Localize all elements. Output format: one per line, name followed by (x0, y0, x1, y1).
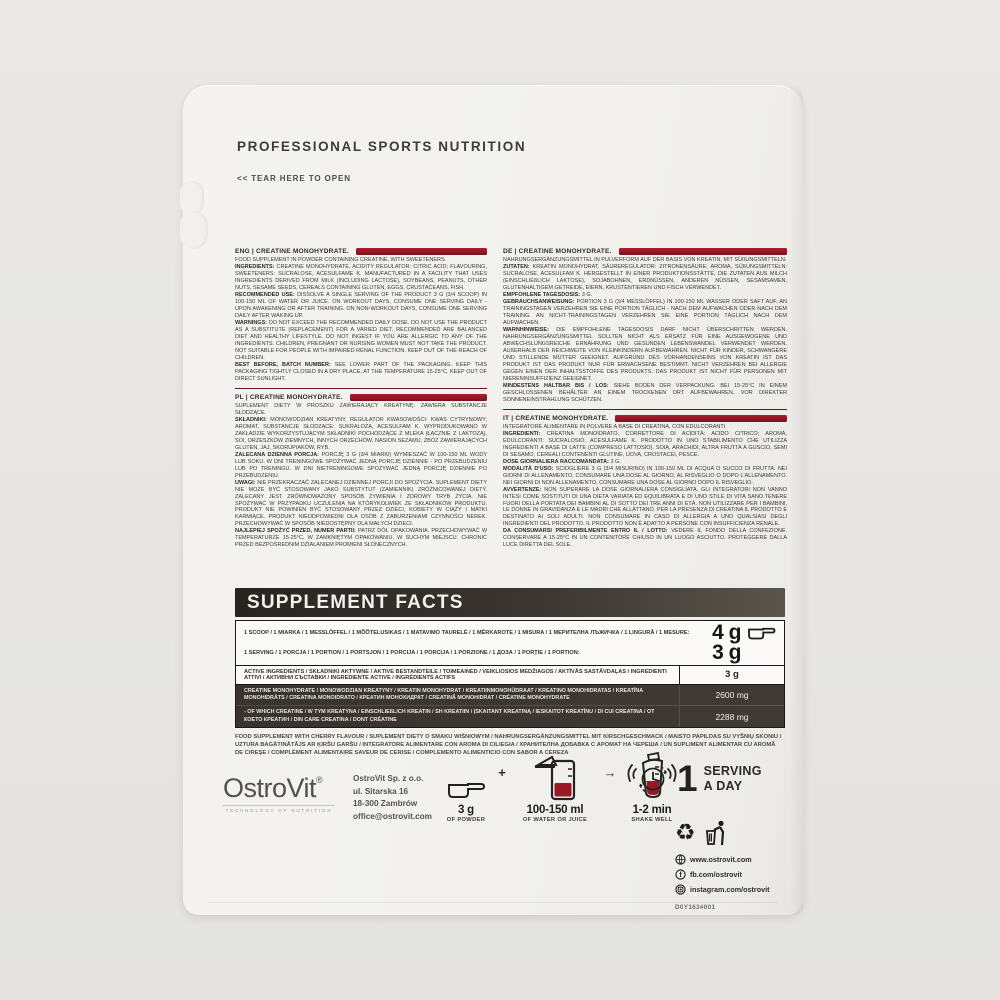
lang-title-it (503, 415, 787, 422)
paragraph: SUPLEMENT DIETY W PROSZKU ZAWIERAJĄCY KREATYNĘ. ZAWIERA SUBSTANCJE SŁODZĄCE. (235, 402, 487, 416)
red-bar (350, 394, 487, 401)
lang-title-de (503, 248, 787, 255)
tear-here-label: << TEAR HERE TO OPEN (237, 174, 351, 183)
scoop-icon (746, 624, 776, 641)
of-which-row-label: - OF WHICH CREATINE / W TYM KREATYNA / EINSCHLIEßLICH KREATIN / SH KREATIIN / ĮSKAITANT KREATINĄ / IESKAITOT KREATĪNU / DI CUI CREATINA / ОТ КОЕТО КРЕАТИН / DIN CARE CREATINA / DONT CRÉATINE (244, 709, 655, 723)
lang-block-it (503, 415, 787, 550)
tear-notch-lower (180, 211, 208, 249)
paragraph: WARNINGS: DO NOT EXCEED THE RECOMMENDED DAILY DOSE. DO NOT USE THE PRODUCT AS A SUBSTITUTE (REPLACEMENT) FOR A VARIED DIET. RECOMMENDED ARE BALANCED DIET AND HEALTHY LIFESTYLE. DO NOT INGEST IF YOU ARE ALLERGIC TO ANY OF THE INGREDIENTS. CHILDREN, PREGNANT OR NURSING WOMEN MUST NOT TAKE THE PRODUCT. NOT SUITABLE FOR PEOPLE WITH IMPAIRED RENAL FUNCTION. KEEP OUT OF THE REACH OF CHILDREN. (235, 319, 488, 361)
of-which-row-value: 2288 mg (679, 706, 784, 727)
pouch (183, 85, 803, 915)
address-line: office@ostrovit.com (353, 812, 432, 822)
paragraph: RECOMMENDED USE: DISSOLVE A SINGLE SERVING OF THE PRODUCT 3 G (3/4 SCOOP) IN 100-150 ML OF WATER OR JUICE. ON WORKOUT DAYS, CONSUME ONE SERVING DAILY - UPON AWAKENING OR AFTER TRAINING. ON NON-WORKOUT DAYS, CONSUME ONE SERVING DAILY AFTER WAKING UP. (235, 291, 487, 319)
serving-row-label: 1 SERVING / 1 PORCJA / 1 PORTION / 1 PORTSJON / 1 PORCIJA / 1 PORCIJA / 1 PORZIONE / 1 ДОЗА / 1 PORȚIE / 1 PORTION: (244, 649, 580, 656)
lang-block-eng (235, 248, 487, 383)
address-line: ul. Sitarska 16 (353, 786, 409, 796)
lang-title-text: ENG | CREATINE MONOHYDRATE. (235, 248, 349, 255)
glass-icon (511, 753, 599, 801)
company-address (353, 773, 432, 824)
paragraph: FOOD SUPPLEMENT IN POWDER CONTAINING CREATINE, WITH SWEETENERS. (235, 257, 447, 263)
brand-line: PROFESSIONAL SPORTS NUTRITION (237, 139, 527, 154)
scoop-serving-rows (236, 621, 784, 666)
paragraph: DA CONSUMARSI PREFERIBILMENTE ENTRO IL / LOTTO: VEDERE IL FONDO DELLA CONFEZIONE. CONSERVARE A 15-25°C IN UN CONTENITORE CHIUSO IN UN LUOGO ASCIUTTO. PROTEGGERE DALLA LUCE DIRETTA DEL SOLE. (503, 528, 787, 549)
address-line: OstroVit Sp. z o.o. (353, 774, 424, 783)
paragraph: ZALECANA DZIENNA PORCJA: PORCJĘ 3 G (3/4 MIARKI) WYMIESZAĆ W 100-150 ML WODY LUB SOKU. W DNI TRENINGOWE SPOŻYWAĆ JEDNĄ PORCJĘ DZIENNIE - PO PRZEBUDZENIU LUB PO TRENINGU. W DNI NIETRENINGOWE SPOŻYWAĆ JEDNĄ PORCJĘ DZIENNIE PO PRZEBUDZENIU. (235, 451, 488, 479)
serving-a-day (635, 758, 762, 800)
serving-count: 1 (677, 758, 698, 800)
serving-row-value: 3 g (712, 640, 741, 664)
address-line: 18-300 Zambrów (353, 799, 418, 809)
paragraph: WARNHINWEISE: DIE EMPFOHLENE TAGESDOSIS DARF NICHT ÜBERSCHRITTEN WERDEN. NAHRUNGSERGÄNZUNGSMITTEL SOLLTEN NICHT ALS ERSATZ FÜR EINE AUSGEWOGENE UND ABWECHSLUNGSREICHE ERNÄHRUNG UND GESUNDEN LEBENSWANDEL VERWENDET WERDEN. AUßERHALB DER REICHWEITE VON KLEINKINDERN AUFBEWAHREN. NICHT FÜR KINDER, SCHWANGERE UND STILLENDE MÜTTER GEEIGNET. AUFGRUND DES VORHANDENSEINS VON KREATIN IST DAS PRODUKT IST DAS PRODUKT NUR FÜR ERWACHSENE BESTIMMT. NICHT VERZEHREN BEI ALLERGIE GEGEN EINEN DER INHALTSSTOFFE DES PRODUKTS. DAS PRODUKT IST NICHT FÜR PERSONEN MIT NIERENINSUFFIZIENZ GEEIGNET. (503, 326, 787, 382)
paragraph: GEBRAUCHSANWEISUNG: PORTION 3 G (3/4 MESSLÖFFEL) IN 100-150 ML WASSER ODER SAFT AUF. AN TRAININGSTAGEN VERZEHREN SIE EINE PORTION TÄGLICH - NACH DEM AUFWACHEN ODER NACH DEM TRAINING. AN NICHT-TRAININGSTAGEN VERZEHREN SIE EINE PORTION TÄGLICH NACH DEM AUFWACHEN. (503, 298, 787, 326)
language-columns (235, 248, 787, 586)
paragraph: MODALITÀ D'USO: SCIOGLIERE 3 G (3/4 MISURINO) IN 100-150 ML DI ACQUA O SUCCO DI FRUTTA. NEI GIORNI DI ALLENAMENTO, CONSUMARE UNA DOSE AL GIORNO, AL RISVEGLIO O DOPO L'ALLENAMENTO. NEI GIORNI DI NON ALLENAMENTO, CONSUMARE UNA DOSE AL GIORNO DOPO IL RISVEGLIO. (503, 465, 787, 486)
tear-notch (180, 181, 204, 215)
paragraph: NAJLEPIEJ SPOŻYĆ PRZED, NUMER PARTII: PATRZ DÓŁ OPAKOWANIA. PRZECHOWYWAĆ W TEMPERATURZE 15-25°C, W ZAMKNIĘTYM OPAKOWANIU, W SUCHYM MIEJSCU. CHRONIĆ PRZED BEZPOŚREDNIM DZIAŁANIEM PROMIENI SŁONECZNYCH. (235, 528, 488, 549)
facebook-icon (675, 869, 686, 880)
lang-block-pl (235, 394, 487, 550)
instagram-icon (675, 884, 686, 895)
block-divider (235, 388, 487, 389)
supplement-facts-header (235, 588, 785, 617)
creatine-row-value: 2600 mg (679, 685, 784, 706)
batch-code: D0Y163#001 (675, 904, 716, 911)
red-bar (615, 415, 787, 422)
scoop-row-label: 1 SCOOP / 1 MIARKA / 1 MESSLÖFFEL / 1 MÕÕTELUSIKAS / 1 MATAVIMO TAURELĖ / 1 MĒRKAROTE / 1 MISURA / 1 МЕРИТЕЛНА ЛЪЖИЧКА / 1 LINGURĂ / 1 MESURE: (244, 629, 690, 636)
scoop-row-value: 4 g (712, 621, 741, 644)
litter-disposal-icon (705, 820, 729, 846)
step-caption-shake: 1-2 min SHAKE WELL (631, 804, 673, 823)
instagram-link (675, 884, 805, 895)
of-which-creatine-row (236, 705, 784, 727)
website-icon (675, 854, 686, 865)
paragraph: AVVERTENZE: NON SUPERARE LA DOSE GIORNALIERA CONSIGLIATA. GLI INTEGRATORI NON VANNO INTESI COME SOSTITUTI DI UNA DIETA VARIATA ED EQUILIBRATA E DI UNO STILE DI VITA SANO.TENERE FUORI DELLA PORTATA DEI BAMBINI AL DI SOTTO DEI TRE ANNI DI ETÀ. NON UTILIZZARE PER I BAMBINI, LE DONNE IN GRAVIDANZA E LE MADRI CHE ALLATTANO. PER LA PRESENZA DI CREATINA IL PRODOTTO È DESTINATO AI SOLI ADULTI. NON CONSUMARE IN CASO DI ALLERGIA A UNO QUALSIASI DEGLI INGREDIENTI DEL PRODOTTO. IL PRODOTTO NON È ADATTO A PERSONE CON INSUFFICIENZA RENALE. (503, 486, 787, 528)
step-caption-water: 100-150 ml OF WATER OR JUICE (522, 804, 588, 823)
svg-text:f: f (679, 872, 682, 880)
lang-title-pl (235, 394, 487, 401)
block-divider (503, 409, 787, 410)
supplement-facts-title: SUPPLEMENT FACTS (247, 591, 464, 613)
serving-row (244, 640, 776, 664)
paragraph: INGREDIENTI: CREATINA MONOIDRATO, CORRETTORE DI ACIDITÀ: ACIDO CITRICO; AROMA, EDULCORANTI: SUCRALOSIO, ACESULFAME K. PRODOTTO IN UNO STABILIMENTO CHE UTILIZZA INGREDIENTI A BASE DI LATTE (COMPRESO LATTOSIO), SOIA, ARACHIDI, ALTRA FRUTTA A GUSCIO, SEMI DI SESAMO, CEREALI CONTENENTI GLUTINE, UOVA, CROSTACEI, PESCE. (503, 430, 787, 458)
arrow-separator: → (603, 764, 617, 780)
facebook-link (675, 869, 805, 880)
paragraph: NAHRUNGSERGÄNZUNGSMITTEL IN PULVERFORM AUF DER BASIS VON KREATIN, MIT SÜßUNGSMITTELN. (503, 257, 787, 263)
paragraph: DOSE GIORNALIERA RACCOMANDATA: 3 G. (503, 458, 621, 465)
paragraph: INGREDIENTS: CREATINE MONOHYDRATE, ACIDITY REGULATOR: CITRIC ACID; FLAVOURING, SWEETENERS: SUCRALOSE, ACESULFAME K. MANUFACTURED IN A FACILITY THAT USES INGREDIENTS DERIVED FROM MILK (INCLUDING LACTOSE), SOYBEANS, PEANUTS, OTHER NUTS, SESAME SEEDS, CEREALS CONTAINING GLUTEN, EGGS, CRUSTACEANS, FISH. (235, 263, 487, 291)
clock-icon (635, 761, 671, 797)
supplement-facts (235, 588, 785, 757)
paragraph: INTEGRATORE ALIMENTARE IN POLVERE A BASE DI CREATINA, CON EDULCORANTI. (503, 423, 727, 430)
step-caption-powder: 3 g OF POWDER (446, 804, 486, 823)
lang-title-text: PL | CREATINE MONOHYDRATE. (235, 393, 343, 401)
flavour-footnote: FOOD SUPPLEMENT WITH CHERRY FLAVOUR / SUPLEMENT DIETY O SMAKU WIŚNIOWYM / NAHRUNGSERGÄNZUNGSMITTEL MIT KIRSCHGESCHMACK / MAISTO PAPILDAS SU VYŠNIŲ SKONIU / UZTURA BAGĀTINĀTĀJS AR ĶIRŠU GARŠU / INTEGRATORE ALIMENTARE CON AROMA DI CILIEGIA / ХРАНИТЕЛНА ДОБАВКА С АРОМАТ НА ЧЕРЕША / UN SUPLIMENT ALIMENTAR CU AROMĂ DE CIREŞE / COMPLÉMENT ALIMENTAIRE SAVEUR DE CERISE / COMPLEMENTO ALIMENTICIO CON SABOR A CEREZA (235, 734, 782, 757)
creatine-row (236, 685, 784, 706)
ostrovit-logo (223, 775, 343, 813)
serving-label-line: SERVING (703, 764, 762, 779)
scoop-row (244, 623, 776, 643)
paragraph: ZUTATEN: KREATIN MONOHYDRAT, SÄUREREGULATOR: ZITRONENSÄURE; AROMA, SÜßUNGSMITTELN: SUCRALOSE, ACESULFAM K. HERGESTELLT IN EINER PRODUKTIONSSTÄTTE, DIE ZUTATEN AUS MILCH (EINSCHLIEßLICH LAKTOSE), SOJABOHNEN, ERDNÜSSEN, ANDEREN NÜSSEN, SESAMSAMEN, GLUTENHALTIGEM GETREIDE, EIERN, KRUSTENTIEREN UND FISCH VERWENDET. (503, 263, 787, 291)
red-bar (356, 248, 487, 255)
active-ingredients-row (236, 666, 784, 685)
lang-title-text: IT | CREATINE MONOHYDRATE. (503, 414, 609, 422)
serving-label-line: A DAY (703, 778, 743, 793)
logo-wordmark: OstroVit (223, 773, 317, 803)
website-link (675, 854, 805, 865)
paragraph: MINDESTENS HALTBAR BIS / LOS: SIEHE BODEN DER VERPACKUNG. BEI 15-25°C IN EINEM GESCHLOSSENEN BEHÄLTER AN EINEM TROCKENEN ORT AUFBEWAHREN. VOR DIREKTER SONNENEINSTRAHLUNG SCHÜTZEN. (503, 382, 787, 403)
footer-icons-links (675, 820, 805, 911)
creatine-rows (236, 685, 784, 727)
paragraph: EMPFOHLENE TAGESDOSIS: 3 G. (503, 291, 593, 298)
paragraph: BEST BEFORE, BATCH NUMBER: SEE LOWER PART OF THE PACKAGING. KEEP THIS PACKAGING TIGHTLY CLOSED IN A DRY PLACE, AT THE TEMPERATURE 15-25°C. KEEP OUT OF DIRECT SUNLIGHT. (235, 361, 487, 382)
logo-tagline: TECHNOLOGY OF NUTRITION (223, 805, 335, 813)
lang-title-eng (235, 248, 487, 255)
website-url: www.ostrovit.com (690, 855, 752, 864)
plus-separator: + (498, 764, 506, 780)
red-bar (619, 248, 787, 255)
paragraph: SKŁADNIKI: MONOWODZIAN KREATYNY, REGULATOR KWASOWOŚCI: KWAS CYTRYNOWY; AROMAT, SUBSTANCJE SŁODZĄCE: SUKRALOZA, ACESULFAM K. WYPRODUKOWANO W ZAKŁADZIE WYKORZYSTUJĄCYM SKŁADNIKI POCHODZĄCE Z MLEKA (ŁĄCZNIE Z LAKTOZĄ), SOI, ORZESZKÓW ZIEMNYCH, INNYCH ORZECHÓW, NASION SEZAMU, ZBÓŻ ZAWIERAJĄCYCH GLUTEN, JAJ, SKORUPIAKÓW, RYB. (235, 416, 488, 451)
facebook-url: fb.com/ostrovit (690, 870, 742, 879)
active-row-value: 3 g (679, 666, 784, 684)
registered-mark: ® (316, 775, 323, 785)
lang-block-de (503, 248, 787, 404)
paragraph: UWAGI: NIE PRZEKRACZAĆ ZALECANEJ DZIENNEJ PORCJI DO SPOŻYCIA. SUPLEMENT DIETY NIE MOŻE BYĆ STOSOWANY JAKO SUBSTYTUT (ZAMIENNIK) ZRÓŻNICOWANEJ DIETY. ZALECANY JEST ZRÓWNOWAŻONY SPOSÓB ŻYWIENIA I ZDROWY TRYB ŻYCIA. NIE SPOŻYWAĆ W PRZYPADKU UCZULENIA NA KTÓRYKOLWIEK ZE SKŁADNIKÓW PRODUKTU. PRODUKT NIE POWINIEN BYĆ STOSOWANY PRZEZ DZIECI, KOBIETY W CIĄŻY I MATKI KARMIĄCE. PRODUKT NIEODPOWIEDNI DLA OSÓB Z ZABURZENIAMI CZYNNOŚCI NEREK. PRZECHOWYWAĆ W SPOSÓB NIEDOSTĘPNY DLA MAŁYCH DZIECI. (235, 479, 487, 528)
lang-title-text: DE | CREATINE MONOHYDRATE. (503, 248, 612, 255)
recycle-icon: ♻ (675, 819, 696, 846)
column-left (235, 248, 487, 586)
facts-table (235, 620, 785, 728)
scoop-icon (439, 777, 493, 801)
instagram-url: instagram.com/ostrovit (690, 885, 770, 894)
creatine-row-label: CREATINE MONOHYDRATE / MONOWODZIAN KREATYNY / KREATIN MONOHYDRAT / KREATIINMONOHÜDRAAT / KREATINO MONOHIDRATAS / KREATĪNA MONOHIDRĀTS / CREATINA MONOIDRATO / КРЕАТИН МОНОХИДРАТ / CREATINĂ MONOHIDRAT / CRÉATINE MONOHYDRATE (244, 687, 643, 702)
column-right (503, 248, 787, 586)
active-row-label: ACTIVE INGREDIENTS / SKŁADNIKI AKTYWNE / AKTIVE BESTANDTEILE / TOIMEAINED / VEIKLIOSIOS MEDŽIAGOS / AKTĪVĀS SASTĀVDAĻAS / INGREDIENTI ATTIVI / АКТИВНИ СЪСТАВКИ / INGREDIENTE ACTIVE / INGRÉDIENTS ACTIFS (244, 668, 667, 681)
